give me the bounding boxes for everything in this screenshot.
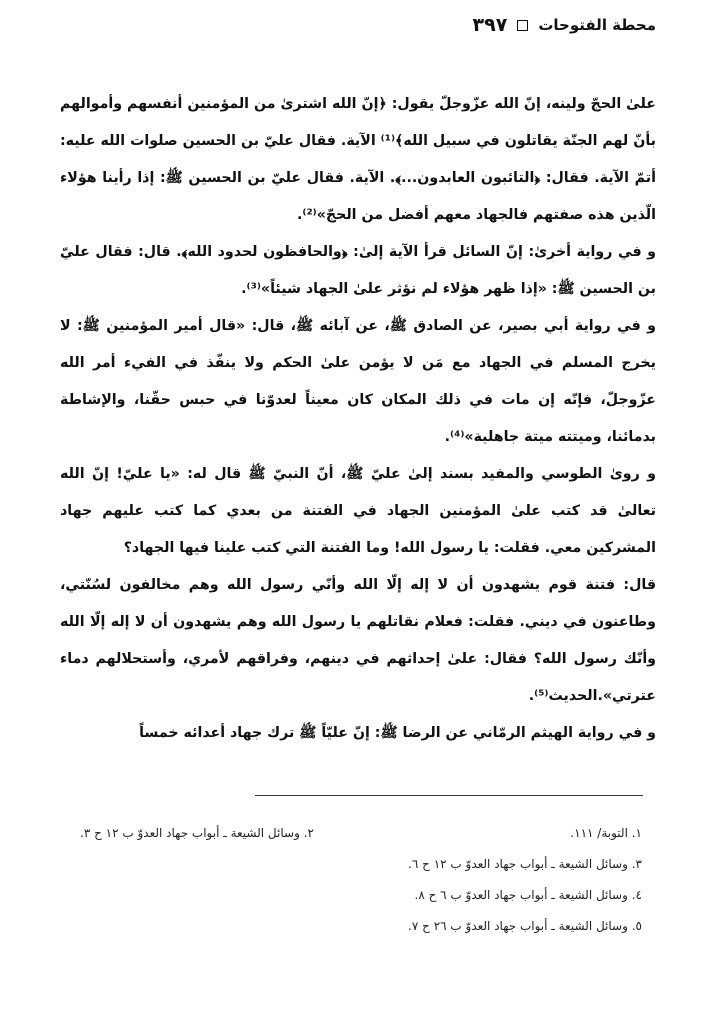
paragraph-3: و في روایة أبي بصیر، عن الصادق ﷺ، عن آبائه ﷺ، قال: «قال أمیر المؤمنین ﷺ: لا یخرج المسلم في الجهاد مع مَن لا یؤمن علیٰ الحکم ولا ینفّذ في الفيء أمر الله عزّوجلّ، فإنّه إن مات في ذلك المکان کان معیناً لعدوّنا في حبس حقّنا، والإشاطة بدمائنا، ومیتته میتة جاهلیة»⁽⁴⁾. [60, 318, 656, 445]
footnote-5: ٥. وسائل الشیعة ـ أبواب جهاد العدوّ ب ٢٦ ح ٧. [408, 919, 642, 933]
footnote-row [80, 911, 642, 942]
paragraph-4: و رویٰ الطوسي والمفید بسند إلیٰ عليّ ﷺ، أنّ النبيّ ﷺ قال له: «یا عليّ! إنّ الله تعالیٰ قد کتب علیٰ المؤمنین الجهاد في الفتنة من بعدي کما کتب علیهم جهاد المشرکین معي. فقلت: یا رسول الله! وما الفتنة التي کتب علینا فیها الجهاد؟ [60, 466, 656, 556]
page-number: ٣٩٧ [472, 14, 508, 36]
footnote-2: ٢. وسائل الشیعة ـ أبواب جهاد العدوّ ب ١٢ ح ٣. [80, 826, 314, 840]
main-text [60, 86, 656, 752]
paragraph-1: علیٰ الحجّ ولینه، إنّ الله عزّوجلّ یقول: ﴿إنّ الله اشتریٰ من المؤمنین أنفسهم وأموالهم بأنّ لهم الجنّة یقاتلون في سبیل الله﴾⁽¹⁾ الآیة. فقال عليّ بن الحسین صلوات الله علیه: أتمّ الآیة. فقال: ﴿التائبون العابدون...﴾. الآیة. فقال عليّ بن الحسین ﷺ: إذا رأینا هؤلاء الّذین هذه صفتهم فالجهاد معهم أفضل من الحجّ»⁽²⁾. [60, 96, 656, 223]
square-ornament-icon [517, 20, 528, 31]
footnote-3: ٣. وسائل الشیعة ـ أبواب جهاد العدوّ ب ١٢ ح ٦. [408, 857, 642, 871]
footnote-row [80, 849, 642, 880]
footnote-row [80, 818, 642, 849]
paragraph-5: قال: فتنة قوم یشهدون أن لا إله إلّا الله وأنّي رسول الله وهم مخالفون لسُنّتي، وطاعنون في دیني. فقلت: فعلام نقاتلهم یا رسول الله وهم یشهدون أن لا إله إلّا الله وأنّك رسول الله؟ فقال: علیٰ إحداثهم في دینهم، وفراقهم لأمري، وأستحلالهم دماء عترتي».الحدیث⁽⁵⁾. [60, 577, 656, 704]
running-header [473, 14, 656, 36]
paragraph-2: و في روایة أخریٰ: إنّ السائل قرأ الآیة إلیٰ: ﴿والحافظون لحدود الله﴾. قال: فقال عليّ بن الحسین ﷺ: «إذا ظهر هؤلاء لم نؤثر علیٰ الجهاد شیئاً»⁽³⁾. [60, 244, 656, 297]
header-title: محطة الفتوحات [538, 16, 656, 34]
footnote-separator [255, 795, 643, 796]
footnote-4: ٤. وسائل الشیعة ـ أبواب جهاد العدوّ ب ٦ ح ٨. [414, 888, 642, 902]
footnote-row [80, 880, 642, 911]
footnote-1: ١. التوبة/ ١١١. [570, 826, 642, 840]
paragraph-6: و في روایة الهیثم الرمّاني عن الرضا ﷺ: إنّ علیّاً ﷺ ترك جهاد أعدائه خمساً [139, 725, 656, 741]
footnotes [80, 818, 642, 942]
